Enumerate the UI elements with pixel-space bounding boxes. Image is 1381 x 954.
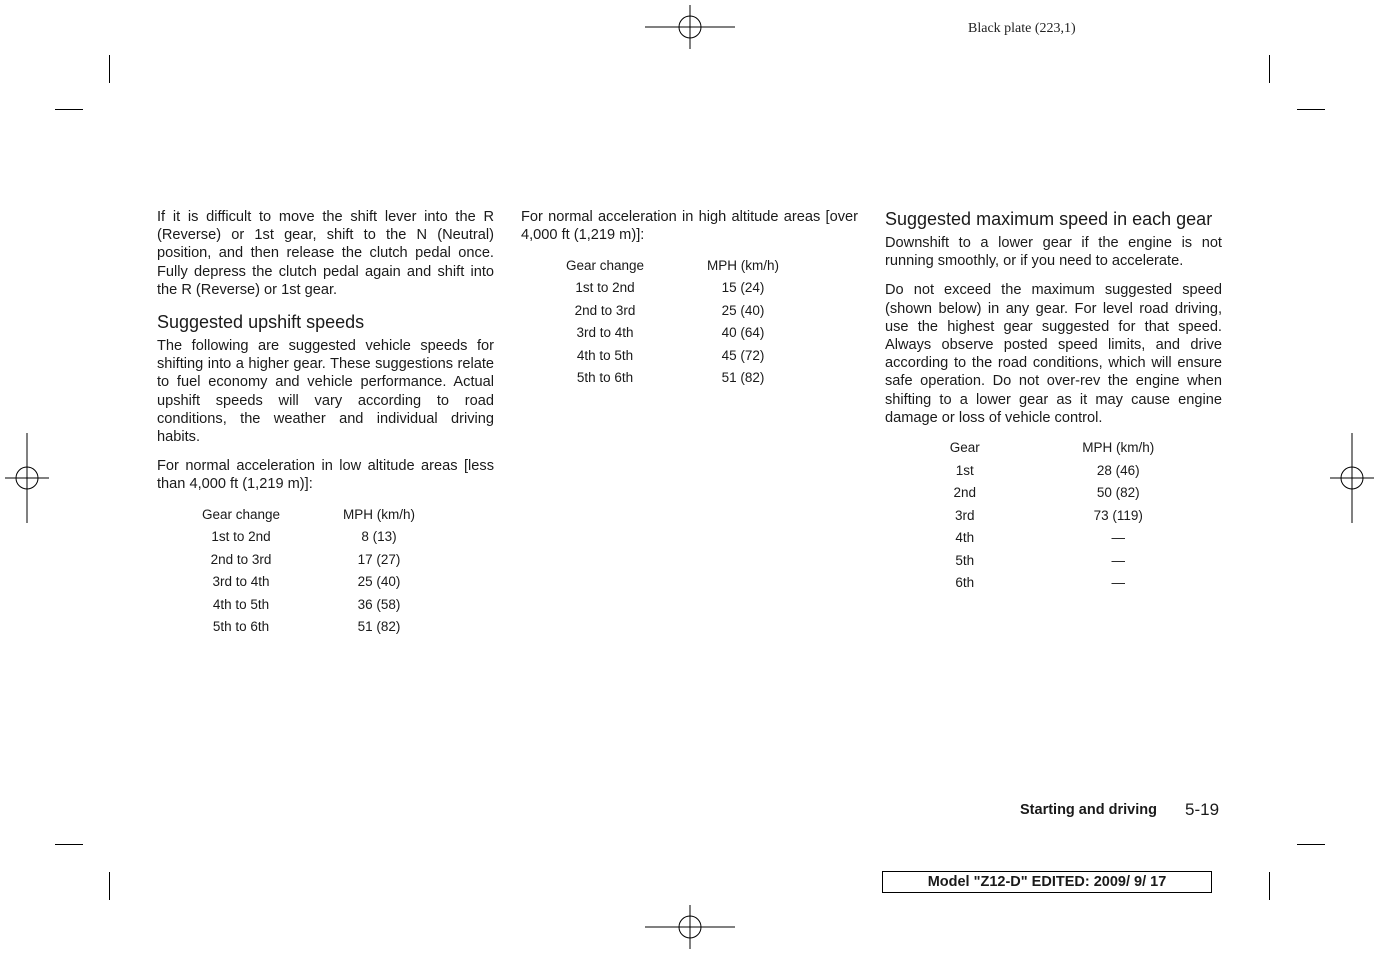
speed-cell: 51 (82) <box>357 619 401 635</box>
table-row <box>187 549 463 572</box>
crop-mark-bottom-left-h <box>55 844 83 845</box>
table-header-row <box>187 504 463 527</box>
column-1 <box>157 208 494 639</box>
gear-cell: 2nd <box>953 485 977 501</box>
table-row <box>915 527 1222 550</box>
footer-section-title: Starting and driving <box>1020 802 1157 818</box>
column-header-gear: Gear <box>949 440 980 456</box>
speed-cell: 40 (64) <box>721 325 765 341</box>
gear-cell: 1st to 2nd <box>575 280 635 296</box>
upshift-paragraph: The following are suggested vehicle speeds for shifting into a higher gear. These suggestions relate to fuel economy and vehicle performance. Actual upshift speeds will vary according to road conditions, the weather and individual driving habits. <box>157 338 494 446</box>
speed-cell: 45 (72) <box>721 347 765 363</box>
column-header-gear: Gear change <box>565 257 645 273</box>
crop-mark-bottom-right-v <box>1269 872 1270 900</box>
intro-paragraph: If it is difficult to move the shift lever into the R (Reverse) or 1st gear, shift to the N (Neutral) position, and then release the clutch pedal once. Fully depress the clutch pedal again and shift into the R (Reverse) or 1st gear. <box>157 209 494 298</box>
table-row <box>551 344 827 367</box>
speed-cell: 17 (27) <box>357 551 401 567</box>
max-speed-paragraph: Do not exceed the maximum suggested speed (shown below) in any gear. For level road driving, use the highest gear suggested for that speed. Always observe posted speed limits, and drive according to the road conditions, which will ensure safe operation. Do not over-rev the engine when shifting to a lower gear as it may cause engine damage or loss of vehicle control. <box>885 282 1222 426</box>
page-number: 5-19 <box>1185 800 1220 819</box>
column-header-speed: MPH (km/h) <box>1082 440 1155 456</box>
crop-mark-bottom-right-h <box>1297 844 1325 845</box>
max-speed-table <box>915 437 1222 595</box>
high-altitude-paragraph: For normal acceleration in high altitude areas [over 4,000 ft (1,219 m)]: <box>521 209 858 244</box>
low-altitude-table <box>187 504 463 639</box>
column-3 <box>885 208 1222 595</box>
speed-cell: 15 (24) <box>721 280 765 296</box>
table-row <box>187 616 463 639</box>
crop-mark-top-right-v <box>1269 55 1270 83</box>
table-row <box>915 572 1222 595</box>
gear-cell: 2nd to 3rd <box>210 551 272 567</box>
speed-cell: 8 (13) <box>361 529 397 545</box>
table-row <box>915 505 1222 528</box>
crop-mark-top-left-v <box>109 55 110 83</box>
table-row <box>187 526 463 549</box>
speed-cell: 73 (119) <box>1093 507 1143 523</box>
table-row <box>915 550 1222 573</box>
column-2 <box>521 208 858 389</box>
column-header-speed: MPH (km/h) <box>343 506 415 522</box>
table-row <box>187 594 463 617</box>
crop-mark-bottom-left-v <box>109 872 110 900</box>
table-header-row <box>915 437 1222 460</box>
speed-cell: — <box>1111 552 1126 568</box>
section-heading-upshift: Suggested upshift speeds <box>157 312 365 333</box>
gear-cell: 5th <box>955 552 975 568</box>
gear-cell: 4th to 5th <box>576 347 634 363</box>
gear-cell: 5th to 6th <box>576 370 634 386</box>
registration-mark-top <box>645 5 685 45</box>
gear-cell: 5th to 6th <box>212 619 270 635</box>
crop-mark-top-right-h <box>1297 109 1325 110</box>
gear-cell: 3rd to 4th <box>576 325 634 341</box>
speed-cell: 28 (46) <box>1096 462 1140 478</box>
gear-cell: 2nd to 3rd <box>574 302 636 318</box>
gear-cell: 6th <box>955 575 975 591</box>
speed-cell: 25 (40) <box>357 574 401 590</box>
table-row <box>187 571 463 594</box>
table-row <box>915 482 1222 505</box>
registration-mark-right <box>1330 433 1370 473</box>
high-altitude-table <box>551 254 827 389</box>
crop-mark-top-left-h <box>55 109 83 110</box>
table-header-row <box>551 254 827 277</box>
speed-cell: 50 (82) <box>1096 485 1140 501</box>
gear-cell: 1st <box>955 462 974 478</box>
column-header-gear: Gear change <box>201 506 281 522</box>
column-header-speed: MPH (km/h) <box>707 257 779 273</box>
model-edited-box: Model "Z12-D" EDITED: 2009/ 9/ 17 <box>882 871 1212 893</box>
table-row <box>551 322 827 345</box>
table-row <box>551 277 827 300</box>
speed-cell: — <box>1111 530 1126 546</box>
speed-cell: 36 (58) <box>357 596 401 612</box>
table-row <box>915 460 1222 483</box>
speed-cell: 51 (82) <box>721 370 765 386</box>
table-row <box>551 367 827 390</box>
low-altitude-paragraph: For normal acceleration in low altitude areas [less than 4,000 ft (1,219 m)]: <box>157 458 494 493</box>
gear-cell: 4th to 5th <box>212 596 270 612</box>
registration-mark-bottom <box>645 905 685 945</box>
speed-cell: — <box>1111 575 1126 591</box>
gear-cell: 3rd <box>955 507 975 523</box>
section-heading-max-speed: Suggested maximum speed in each gear <box>885 209 1213 229</box>
downshift-paragraph: Downshift to a lower gear if the engine is not running smoothly, or if you need to accelerate. <box>885 235 1222 270</box>
table-row <box>551 299 827 322</box>
gear-cell: 1st to 2nd <box>211 529 271 545</box>
gear-cell: 3rd to 4th <box>212 574 270 590</box>
gear-cell: 4th <box>955 530 975 546</box>
registration-mark-left <box>5 433 45 473</box>
speed-cell: 25 (40) <box>721 302 765 318</box>
plate-label: Black plate (223,1) <box>968 21 1076 36</box>
